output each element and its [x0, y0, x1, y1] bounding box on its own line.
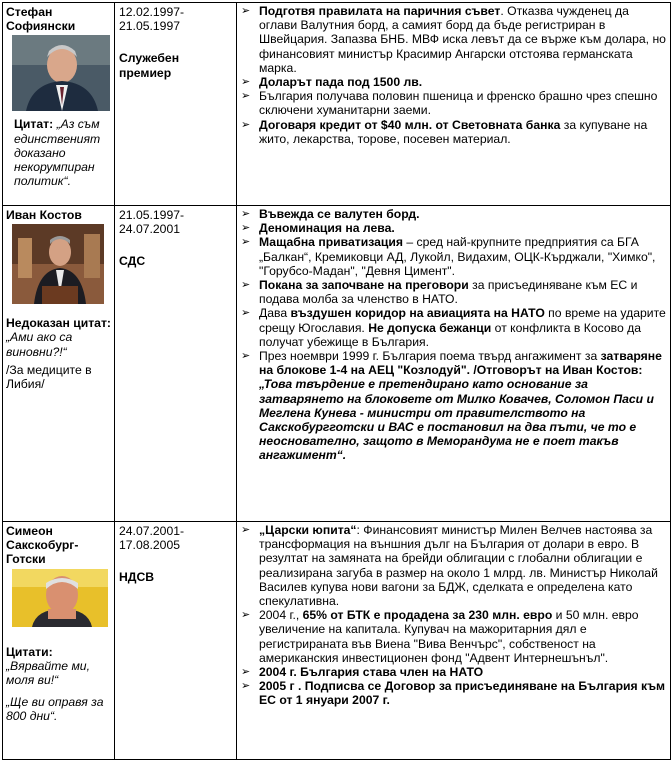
party-name: НДСВ [119, 570, 155, 585]
list-item: ➢ През ноември 1999 г. България поема твърд ангажимент за затваряне на блокове 1-4 на АЕЦ "Козлодуй". /Отговорът на Иван Костов: „Това твърдение е претендирано като основание за затварянето на блоковете от Милко Ковачев, Соломон Паси и Меглена Кунева - министри от правителството на Сакскобургготски и ВАС е постановил на два пъти, че то е неоснователно, защото в Меморандума не е поет такъв ангажимент“. [241, 349, 662, 463]
term-dates: 21.05.1997-24.07.2001 [119, 208, 185, 237]
list-item: ➢ Договаря кредит от $40 млн. от Световната банка за купуване на жито, лекарства, торове, посевен материал. [241, 117, 648, 146]
events-cell [237, 3, 671, 206]
table-row [3, 206, 671, 522]
quote-note: /За медиците в Либия/ [6, 362, 92, 392]
arrow-bullet-icon: ➢ [241, 76, 251, 89]
person-name: Иван Костов [6, 208, 82, 222]
term-dates: 12.02.1997-21.05.1997 [119, 5, 185, 34]
arrow-bullet-icon: ➢ [241, 208, 251, 220]
quote-text: „Ами ако са виновни?!“ [6, 330, 73, 359]
list-item: ➢ Покана за започване на преговори за присъединяване към ЕС и подава молба за членство в НАТО. [241, 278, 638, 307]
arrow-bullet-icon: ➢ [241, 609, 251, 622]
term-cell [115, 3, 237, 206]
table-row [3, 522, 671, 760]
portrait-photo [12, 569, 108, 627]
list-item: ➢ 2004 г., 65% от БТК е продадена за 230 млн. евро и 50 млн. евро увеличение на капитала. Купувач на мажоритарния дял е регистрираната във Виена "Вива Венчърс", собственост на американския инвестиционен фонд "Адвент Интернешънъл". [241, 608, 639, 665]
person-name: Стефан Софиянски [6, 5, 76, 34]
list-item: ➢ Доларът пада под 1500 лв. [241, 75, 423, 90]
quote-label: Недоказан цитат: [6, 316, 111, 331]
list-item: ➢ Дава въздушен коридор на авиацията на НАТО по време на ударите срещу Югославия. Не допуска бежанци от конфликта в Косово да получат убежище в България. [241, 306, 666, 349]
events-list [239, 523, 667, 708]
party-name: СДС [119, 254, 146, 269]
governments-table [2, 2, 671, 760]
list-item: ➢ Мащабна приватизация – сред най-крупните предприятия са БГА „Балкан“, Кремиковци АД, Лукойл, Видахим, ОЦК-Кърджали, "Химко", "Горубсо-Мадан", "Девня Цимент". [241, 235, 656, 278]
list-item: ➢ България получава половин пшеница и френско брашно чрез спешно сключени хуманитарни заеми. [241, 89, 658, 118]
arrow-bullet-icon: ➢ [241, 680, 251, 693]
party-name: Служебен премиер [119, 51, 180, 80]
arrow-bullet-icon: ➢ [241, 279, 251, 292]
arrow-bullet-icon: ➢ [241, 90, 251, 103]
events-list [239, 207, 667, 463]
events-list [239, 4, 667, 146]
list-item: ➢ Деноминация на лева. [241, 221, 395, 236]
person-cell [3, 522, 115, 760]
term-cell [115, 522, 237, 760]
arrow-bullet-icon: ➢ [241, 307, 251, 320]
person-name: Симеон Сакскобург-Готски [6, 524, 79, 567]
list-item: ➢ 2004 г. България става член на НАТО [241, 665, 484, 680]
list-item: ➢ Въвежда се валутен борд. [241, 207, 420, 221]
arrow-bullet-icon: ➢ [241, 222, 251, 235]
arrow-bullet-icon: ➢ [241, 666, 251, 679]
list-item: ➢ 2005 г . Подписва се Договор за присъединяване на България към ЕС от 1 януари 2007 г. [241, 679, 666, 708]
quote-block [6, 316, 111, 391]
arrow-bullet-icon: ➢ [241, 350, 251, 363]
term-dates: 24.07.2001-17.08.2005 [119, 524, 185, 553]
person-cell [3, 206, 115, 522]
quote-text: „Вярвайте ми, моля ви!“ [6, 658, 90, 688]
events-cell [237, 522, 671, 760]
table-row [3, 3, 671, 206]
list-item: ➢ „Царски юпита“: Финансовият министър Милен Велчев настоява за трансформация на външния дълг на България от долари в евро. В резултат на замяната на брейди облигации с глобални облигации е реализирана загуба в размер на около 1 млрд. лв. Министър Николай Василев купува нови вагони за БДЖ, сделката е определена като спекулативна. [241, 523, 658, 609]
quote-text: „Аз съм единственият доказано некорумпиран политик“. [14, 117, 101, 189]
quote-block [6, 117, 111, 188]
quote-block [6, 645, 111, 724]
list-item: ➢ Подготвя правилата на паричния съвет. Отказва чужденец да оглави Валутния борд, а самият борд да бъде регистриран в Швейцария. Запазва БНБ. МВФ иска левът да се върже към долара, но финансовият министър Красимир Ангарски отстоява германската марка. [241, 4, 666, 75]
arrow-bullet-icon: ➢ [241, 118, 251, 131]
portrait-photo [12, 35, 110, 111]
term-cell [115, 206, 237, 522]
portrait-kostov [12, 224, 104, 304]
quote-label: Цитати: [6, 644, 53, 659]
arrow-bullet-icon: ➢ [241, 524, 251, 536]
arrow-bullet-icon: ➢ [241, 5, 251, 17]
person-cell [3, 3, 115, 206]
portrait-sofiyanski [12, 35, 110, 111]
arrow-bullet-icon: ➢ [241, 236, 251, 249]
events-cell [237, 206, 671, 522]
quote-text-2: „Ще ви оправя за 800 дни“. [6, 695, 104, 724]
portrait-photo [12, 224, 104, 304]
quote-label: Цитат: [14, 117, 54, 132]
portrait-saxe-coburg [12, 569, 108, 627]
